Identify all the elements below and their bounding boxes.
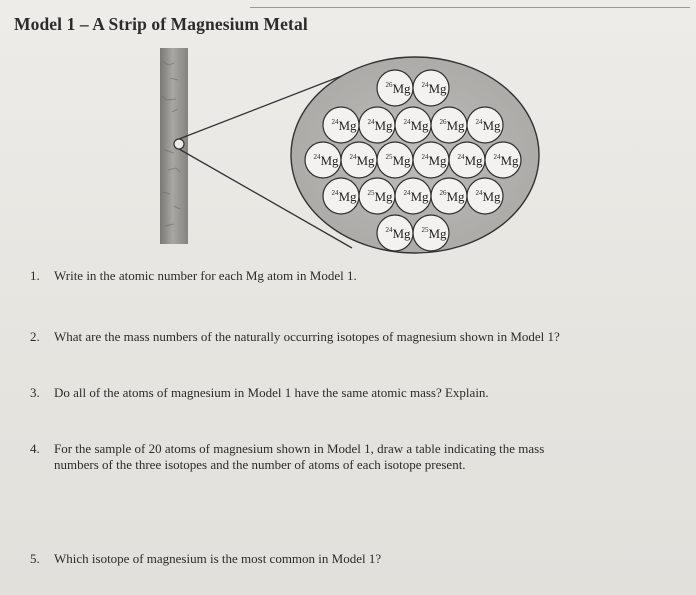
element-symbol: Mg <box>446 189 465 204</box>
mass-number: 24 <box>331 189 339 197</box>
question-text: Which isotope of magnesium is the most common in Model 1? <box>54 551 382 566</box>
question-text: Do all of the atoms of magnesium in Model 1 have the same atomic mass? Explain. <box>54 385 489 400</box>
element-symbol: Mg <box>446 118 465 133</box>
mass-number: 26 <box>385 81 393 89</box>
element-symbol: Mg <box>374 189 393 204</box>
mass-number: 24 <box>367 118 375 126</box>
magnified-spot <box>174 139 184 149</box>
element-symbol: Mg <box>500 153 519 168</box>
magnesium-model-figure <box>0 0 696 260</box>
element-symbol: Mg <box>320 153 339 168</box>
mass-number: 26 <box>439 189 447 197</box>
mg-atom <box>449 142 485 178</box>
mass-number: 25 <box>385 153 393 161</box>
mass-number: 24 <box>403 189 411 197</box>
mass-number: 24 <box>457 153 465 161</box>
mg-atom <box>395 107 431 143</box>
element-symbol: Mg <box>356 153 375 168</box>
element-symbol: Mg <box>392 226 411 241</box>
question-text-continued: numbers of the three isotopes and the number of atoms of each isotope present. <box>54 457 466 472</box>
mass-number: 24 <box>385 226 393 234</box>
mass-number: 24 <box>475 189 483 197</box>
model-title: Model 1 – A Strip of Magnesium Metal <box>14 14 308 34</box>
mass-number: 24 <box>421 153 429 161</box>
question-2 <box>30 329 560 345</box>
question-5 <box>30 551 381 567</box>
element-symbol: Mg <box>338 118 357 133</box>
mg-atom <box>485 142 521 178</box>
question-text: For the sample of 20 atoms of magnesium shown in Model 1, draw a table indicating the mass <box>54 441 545 456</box>
element-symbol: Mg <box>482 189 501 204</box>
element-symbol: Mg <box>410 118 429 133</box>
mg-atom <box>413 142 449 178</box>
mg-atom <box>377 215 413 251</box>
mg-atom <box>359 178 395 214</box>
question-number: 3. <box>30 385 40 400</box>
question-1 <box>30 268 357 284</box>
mg-atom <box>377 70 413 106</box>
mg-atom <box>359 107 395 143</box>
mass-number: 24 <box>421 81 429 89</box>
mg-atom <box>467 107 503 143</box>
mass-number: 24 <box>349 153 357 161</box>
element-symbol: Mg <box>464 153 483 168</box>
mg-atom <box>413 70 449 106</box>
question-number: 2. <box>30 329 40 344</box>
element-symbol: Mg <box>428 226 447 241</box>
question-text: Write in the atomic number for each Mg atom in Model 1. <box>54 268 357 283</box>
mg-atom <box>395 178 431 214</box>
element-symbol: Mg <box>392 81 411 96</box>
mass-number: 26 <box>439 118 447 126</box>
question-text: What are the mass numbers of the naturally occurring isotopes of magnesium shown in Model 1? <box>54 329 560 344</box>
question-3 <box>30 385 489 401</box>
mg-atom <box>377 142 413 178</box>
mg-atom <box>431 107 467 143</box>
question-number: 4. <box>30 441 40 456</box>
mass-number: 24 <box>403 118 411 126</box>
element-symbol: Mg <box>428 153 447 168</box>
mg-atom <box>305 142 341 178</box>
question-4 <box>30 441 680 473</box>
question-number: 5. <box>30 551 40 566</box>
mg-atom <box>467 178 503 214</box>
element-symbol: Mg <box>428 81 447 96</box>
mg-atom <box>341 142 377 178</box>
mg-atom <box>431 178 467 214</box>
mass-number: 24 <box>331 118 339 126</box>
mass-number: 24 <box>313 153 321 161</box>
element-symbol: Mg <box>392 153 411 168</box>
mass-number: 24 <box>475 118 483 126</box>
mg-atom <box>323 178 359 214</box>
mass-number: 24 <box>493 153 501 161</box>
element-symbol: Mg <box>338 189 357 204</box>
element-symbol: Mg <box>482 118 501 133</box>
mg-atom <box>323 107 359 143</box>
element-symbol: Mg <box>374 118 393 133</box>
question-number: 1. <box>30 268 40 283</box>
mg-atom <box>413 215 449 251</box>
mass-number: 25 <box>367 189 375 197</box>
mass-number: 25 <box>421 226 429 234</box>
element-symbol: Mg <box>410 189 429 204</box>
